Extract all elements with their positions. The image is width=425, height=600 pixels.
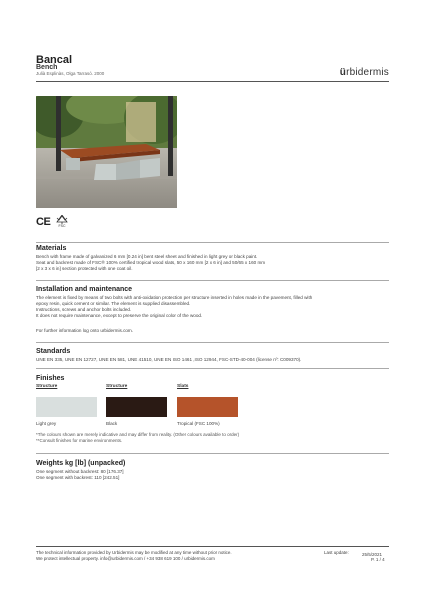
last-update-date: 25/5/2021 — [362, 552, 383, 557]
fsc-tree-icon — [56, 215, 68, 224]
divider-installation — [36, 280, 389, 281]
installation-line: Instructions, screws and anchor bolts included. — [36, 307, 132, 313]
more-info-text: For further information log onto urbidermis.com. — [36, 328, 134, 333]
finish-note: **Consult finishes for marine environments. — [36, 438, 123, 443]
materials-line: Bench with frame made of galvanized 6 mm [0.24 in] bent steel sheet and finished in light grey or black paint. — [36, 254, 258, 259]
finish-group-heading: Slats — [177, 384, 189, 389]
divider-materials — [36, 242, 389, 243]
standards-heading: Standards — [36, 348, 71, 355]
installation-heading: Installation and maintenance — [36, 286, 133, 293]
finish-swatch-light-grey — [36, 397, 97, 417]
installation-line: It does not require maintenance, except to preserve the original color of the wood. — [36, 313, 203, 319]
footer-divider — [36, 546, 389, 547]
divider-finishes — [36, 368, 389, 369]
bench-photo-illustration — [36, 96, 177, 208]
fsc-label: FSC — [58, 224, 66, 228]
finish-group-heading: Structure — [36, 384, 58, 389]
materials-heading: Materials — [36, 245, 67, 252]
standards-text: UNE EN 335, UNE EN 12727, UNE EN 581, UNE 41510, UNE EN ISO 1461 ,ISO 12944, FSC-STD-40-004 (license nº: C009370). — [36, 357, 302, 362]
weights-heading: Weights kg [lb] (unpacked) — [36, 460, 126, 467]
weights-text — [36, 469, 391, 481]
materials-line: [2 x 3 x 6 in] section protected with one coat oil. — [36, 266, 133, 272]
divider-standards — [36, 342, 389, 343]
last-update-label: Last update: — [324, 550, 349, 555]
finish-swatch-black — [106, 397, 167, 417]
page-number: P. 1 / 4 — [371, 557, 385, 562]
installation-line: epoxy resin, quick cement or similar. The element is supplied disassembled. — [36, 301, 191, 307]
finish-label: Light grey — [36, 421, 57, 426]
brand-logo — [340, 67, 389, 78]
ce-mark-icon — [36, 215, 50, 229]
header-divider — [36, 81, 389, 82]
product-authors: Julià Esplinàs, Olga Tarrasó. 2000 — [36, 71, 105, 76]
product-title: Bancal — [36, 54, 73, 66]
fsc-logo-icon — [56, 215, 68, 231]
installation-line: The element is fixed by means of two bolts with anti-oxidation protection per structure inserted in holes made in the pavement, filled with — [36, 295, 313, 300]
divider-weights — [36, 453, 389, 454]
product-photo — [36, 96, 177, 208]
footer-text — [36, 550, 232, 562]
brand-logo-prefix: ü — [339, 67, 347, 78]
materials-text — [36, 254, 391, 272]
brand-logo-name: rbidermis — [346, 67, 389, 78]
product-subtitle: Bench — [36, 64, 58, 71]
finish-label: Tropical (FSC 100%) — [177, 421, 220, 426]
finish-group-heading: Structure — [106, 384, 128, 389]
finish-label: Black — [106, 421, 118, 426]
weights-line: One segment without backrest: 80 [176.37] — [36, 469, 124, 474]
installation-text — [36, 295, 391, 319]
finish-swatch-tropical-wood — [177, 397, 238, 417]
materials-line: Seat and backrest made of FSC® 100% certified tropical wood slats, 50 x 160 mm [2 x 6 in] and 50/65 x 160 mm — [36, 260, 266, 266]
finish-note: *The colours shown are merely indicative and may differ from reality. (Other colours available to order) — [36, 432, 240, 437]
footer-line: The technical information provided by Urbidermis may be modified at any time without prior notice. — [36, 550, 232, 555]
ce-mark-text: CE — [36, 216, 51, 228]
footer-line: We protect intellectual property. info@urbidermis.com / +34 938 619 100 / urbidermis.com — [36, 556, 215, 561]
finishes-heading: Finishes — [36, 375, 65, 382]
weights-line: One segment with backrest: 110 [242.51] — [36, 475, 120, 481]
